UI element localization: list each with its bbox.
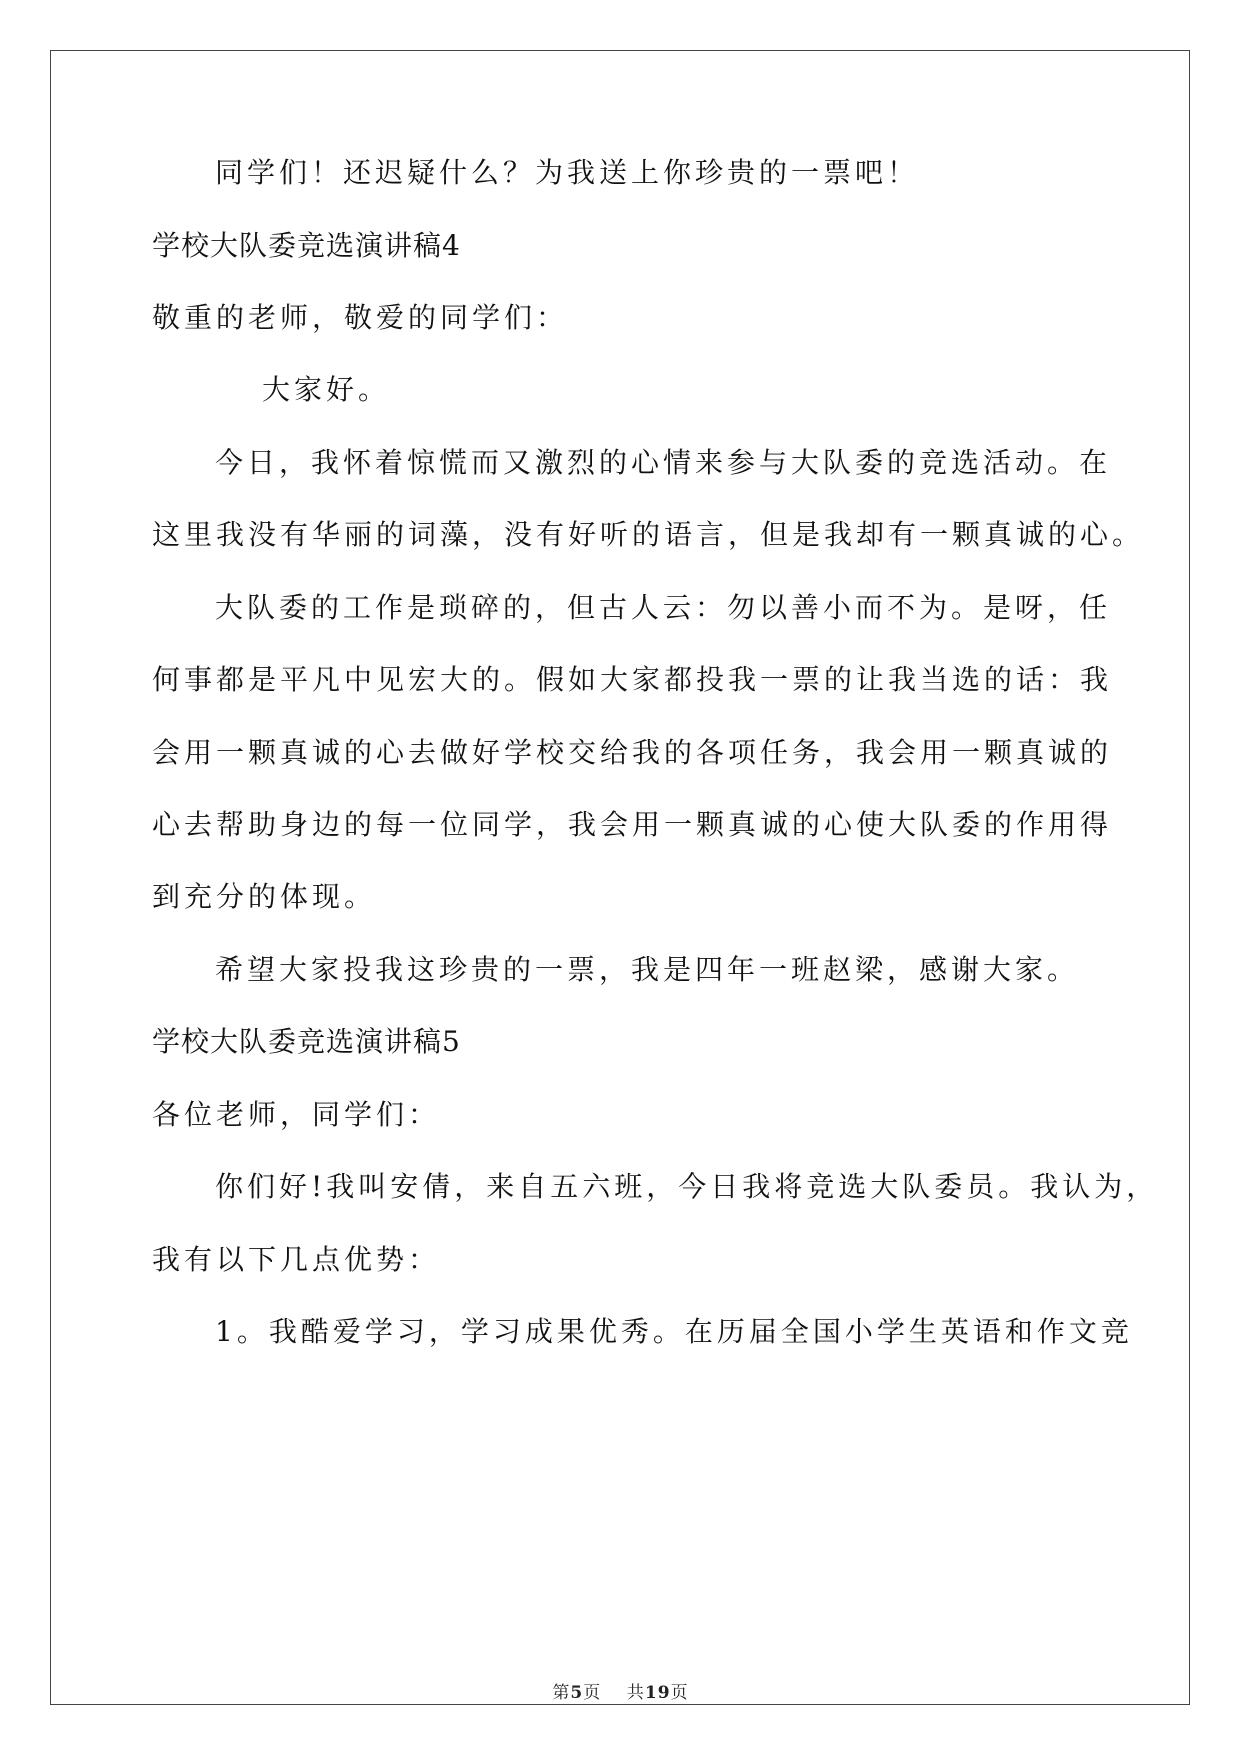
total-label-prefix: 共 [626, 1683, 645, 1703]
page-footer [0, 1682, 1241, 1704]
salutation: 敬重的老师，敬爱的同学们： [152, 301, 569, 334]
section-heading: 学校大队委竞选演讲稿4 [152, 229, 461, 262]
paragraph-line: 大队委的工作是琐碎的，但古人云：勿以善小而不为。是呀，任 [215, 591, 1112, 624]
paragraph-line: 心去帮助身边的每一位同学，我会用一颗真诚的心使大队委的作用得 [152, 808, 1113, 841]
salutation: 各位老师，同学们： [152, 1098, 441, 1131]
page-label-suffix: 页 [583, 1683, 602, 1703]
paragraph-line: 希望大家投我这珍贵的一票，我是四年一班赵梁，感谢大家。 [215, 953, 1080, 986]
paragraph-line: 1。我酷爱学习，学习成果优秀。在历届全国小学生英语和作文竞 [215, 1315, 1133, 1348]
paragraph-line: 这里我没有华丽的词藻，没有好听的语言，但是我却有一颗真诚的心。 [152, 518, 1145, 551]
page-label-prefix: 第 [552, 1683, 571, 1703]
section-heading: 学校大队委竞选演讲稿5 [152, 1025, 461, 1058]
total-pages: 19 [644, 1683, 671, 1703]
page-border [50, 50, 1190, 1705]
paragraph-line: 何事都是平凡中见宏大的。假如大家都投我一票的让我当选的话：我 [152, 663, 1113, 696]
paragraph-line: 同学们！还迟疑什么？为我送上你珍贵的一票吧！ [215, 156, 920, 189]
paragraph-line: 会用一颗真诚的心去做好学校交给我的各项任务，我会用一颗真诚的 [152, 736, 1113, 769]
paragraph-line: 你们好!我叫安倩，来自五六班，今日我将竞选大队委员。我认为， [215, 1170, 1159, 1203]
page-number: 5 [570, 1683, 584, 1703]
paragraph-line: 今日，我怀着惊慌而又激烈的心情来参与大队委的竞选活动。在 [215, 446, 1112, 479]
greeting: 大家好。 [262, 373, 391, 406]
paragraph-line: 我有以下几点优势： [152, 1243, 441, 1276]
total-label-suffix: 页 [670, 1683, 689, 1703]
paragraph-line: 到充分的体现。 [152, 880, 377, 913]
